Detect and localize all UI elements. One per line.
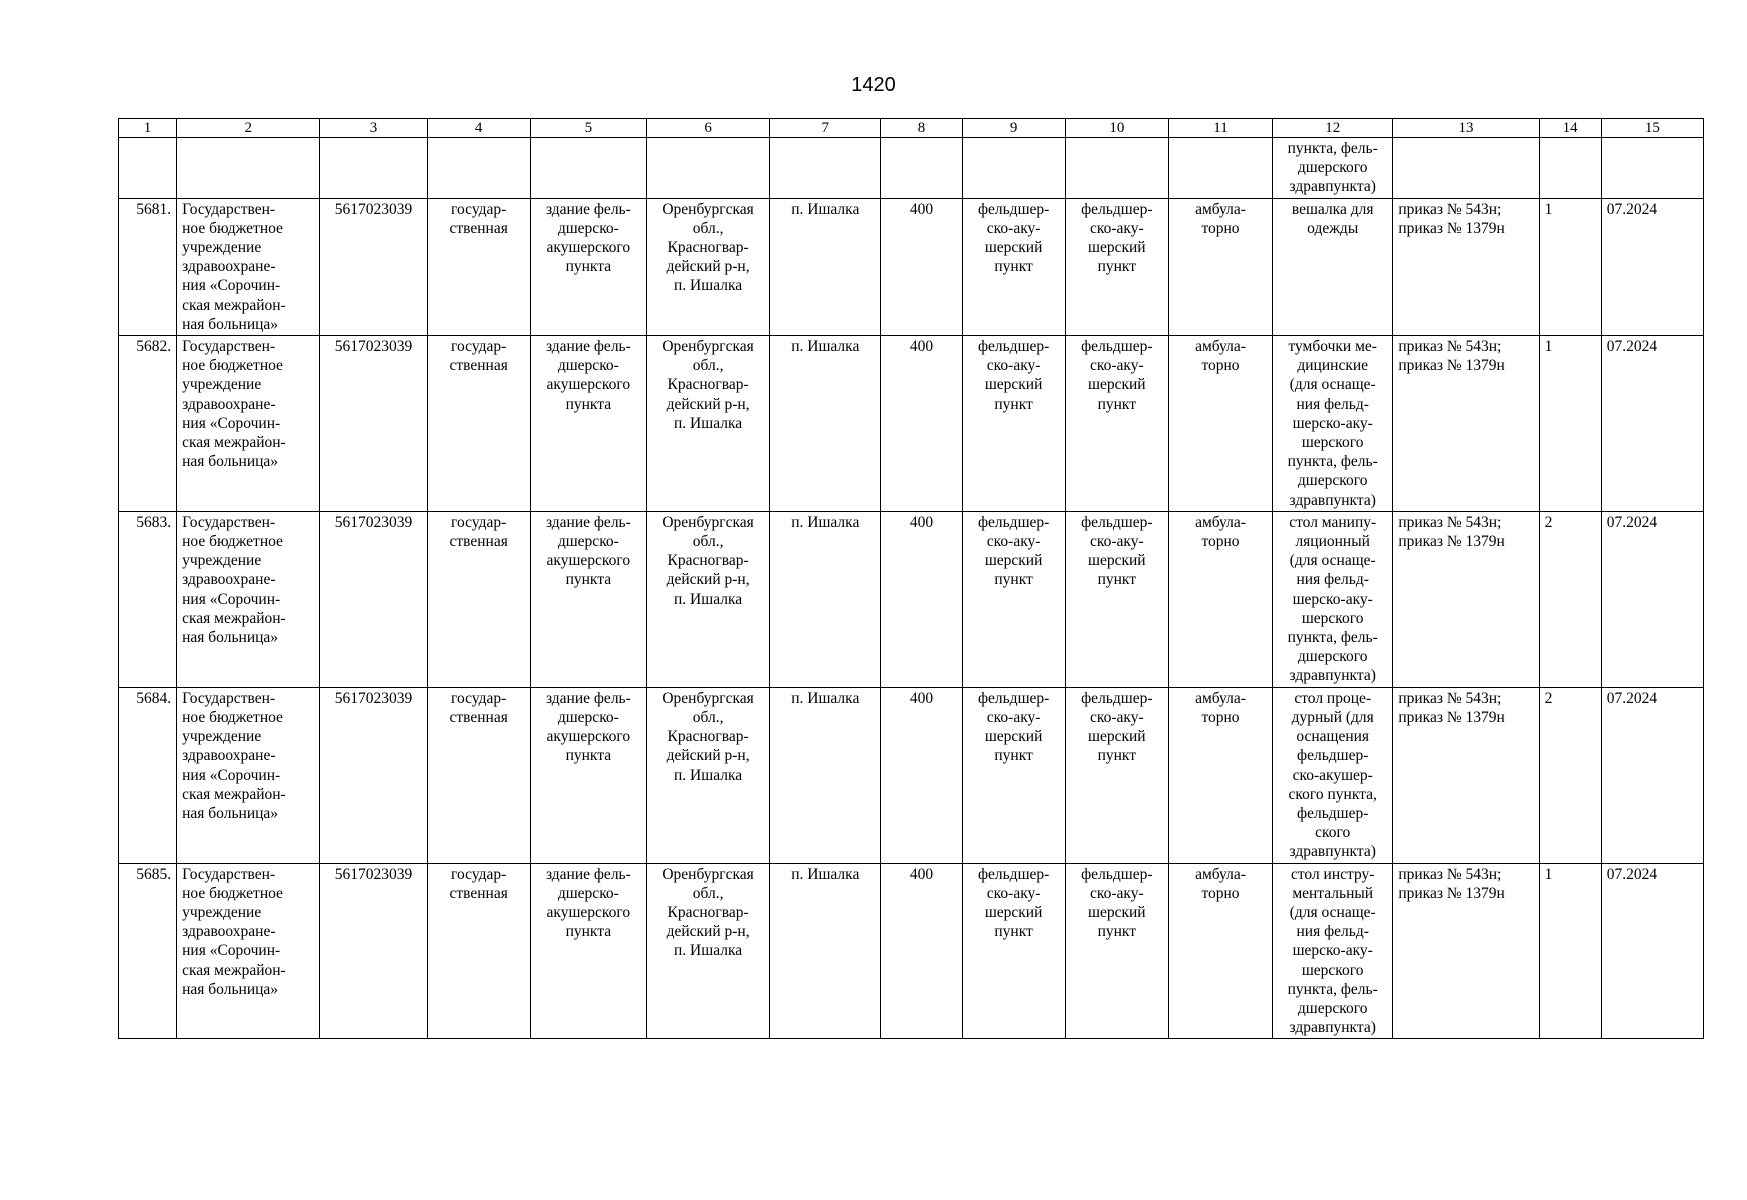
facility-type-cell: фельдшер- ско-аку- шерский пункт: [962, 687, 1065, 863]
inn-cell: 5617023039: [320, 511, 427, 687]
inn-cell: 5617023039: [320, 198, 427, 335]
row-number: 5684.: [119, 687, 177, 863]
date-cell: 07.2024: [1601, 511, 1703, 687]
population-cell: 400: [881, 687, 962, 863]
quantity-cell: 1: [1539, 198, 1601, 335]
date-cell: 07.2024: [1601, 687, 1703, 863]
inn-cell: 5617023039: [320, 336, 427, 512]
table-cell: [177, 138, 320, 199]
building-cell: здание фель- дшерско- акушерского пункта: [530, 687, 646, 863]
facility-subtype-cell: фельдшер- ско-аку- шерский пункт: [1065, 336, 1168, 512]
column-header: 9: [962, 119, 1065, 138]
table-row: [119, 863, 1704, 1039]
care-mode-cell: амбула- торно: [1168, 863, 1272, 1039]
table-cell: [1393, 138, 1539, 199]
column-header: 15: [1601, 119, 1703, 138]
equipment-cell: стол манипу- ляционный (для оснаще- ния фельд- шерско-аку- шерского пункта, фель- дшерского здравпункта): [1273, 511, 1393, 687]
quantity-cell: 1: [1539, 863, 1601, 1039]
population-cell: 400: [881, 511, 962, 687]
order-cell: приказ № 543н; приказ № 1379н: [1393, 511, 1539, 687]
organization-cell: Государствен- ное бюджетное учреждение здравоохране- ния «Сорочин- ская межрайон- ная больница»: [177, 198, 320, 335]
facility-type-cell: фельдшер- ско-аку- шерский пункт: [962, 336, 1065, 512]
column-header: 4: [427, 119, 530, 138]
column-header: 1: [119, 119, 177, 138]
row-number: 5682.: [119, 336, 177, 512]
date-cell: 07.2024: [1601, 336, 1703, 512]
locality-cell: п. Ишалка: [770, 863, 881, 1039]
table-row: [119, 511, 1704, 687]
row-number: 5685.: [119, 863, 177, 1039]
building-cell: здание фель- дшерско- акушерского пункта: [530, 511, 646, 687]
population-cell: 400: [881, 336, 962, 512]
table-row: [119, 198, 1704, 335]
equipment-cell: стол проце- дурный (для оснащения фельдшер- ско-акушер- ского пункта, фельдшер- ского здравпункта): [1273, 687, 1393, 863]
row-number: 5683.: [119, 511, 177, 687]
table-cell: [1539, 138, 1601, 199]
table-row: [119, 336, 1704, 512]
quantity-cell: 2: [1539, 511, 1601, 687]
building-cell: здание фель- дшерско- акушерского пункта: [530, 863, 646, 1039]
date-cell: 07.2024: [1601, 863, 1703, 1039]
organization-cell: Государствен- ное бюджетное учреждение здравоохране- ния «Сорочин- ская межрайон- ная больница»: [177, 863, 320, 1039]
address-cell: Оренбургская обл., Красногвар- дейский р-н, п. Ишалка: [646, 863, 769, 1039]
care-mode-cell: амбула- торно: [1168, 511, 1272, 687]
table-row: [119, 687, 1704, 863]
locality-cell: п. Ишалка: [770, 198, 881, 335]
table-cell: [530, 138, 646, 199]
organization-cell: Государствен- ное бюджетное учреждение здравоохране- ния «Сорочин- ская межрайон- ная больница»: [177, 511, 320, 687]
order-cell: приказ № 543н; приказ № 1379н: [1393, 863, 1539, 1039]
facility-type-cell: фельдшер- ско-аку- шерский пункт: [962, 511, 1065, 687]
column-header: 12: [1273, 119, 1393, 138]
equipment-cell: вешалка для одежды: [1273, 198, 1393, 335]
care-mode-cell: амбула- торно: [1168, 198, 1272, 335]
column-header: 10: [1065, 119, 1168, 138]
table-cell: [320, 138, 427, 199]
continuation-row: [119, 138, 1704, 199]
address-cell: Оренбургская обл., Красногвар- дейский р-н, п. Ишалка: [646, 687, 769, 863]
column-header: 2: [177, 119, 320, 138]
facility-type-cell: фельдшер- ско-аку- шерский пункт: [962, 198, 1065, 335]
column-header: 14: [1539, 119, 1601, 138]
locality-cell: п. Ишалка: [770, 687, 881, 863]
inn-cell: 5617023039: [320, 687, 427, 863]
organization-cell: Государствен- ное бюджетное учреждение здравоохране- ния «Сорочин- ская межрайон- ная больница»: [177, 687, 320, 863]
ownership-cell: государ- ственная: [427, 863, 530, 1039]
equipment-cell: стол инстру- ментальный (для оснаще- ния фельд- шерско-аку- шерского пункта, фель- дшерского здравпункта): [1273, 863, 1393, 1039]
equipment-cell: пункта, фель- дшерского здравпункта): [1273, 138, 1393, 199]
address-cell: Оренбургская обл., Красногвар- дейский р-н, п. Ишалка: [646, 511, 769, 687]
registry-table: [118, 118, 1704, 1039]
facility-type-cell: фельдшер- ско-аку- шерский пункт: [962, 863, 1065, 1039]
table-cell: [427, 138, 530, 199]
building-cell: здание фель- дшерско- акушерского пункта: [530, 336, 646, 512]
page-number: 1420: [851, 74, 896, 96]
facility-subtype-cell: фельдшер- ско-аку- шерский пункт: [1065, 198, 1168, 335]
locality-cell: п. Ишалка: [770, 336, 881, 512]
quantity-cell: 2: [1539, 687, 1601, 863]
locality-cell: п. Ишалка: [770, 511, 881, 687]
table-cell: [1601, 138, 1703, 199]
column-header: 11: [1168, 119, 1272, 138]
order-cell: приказ № 543н; приказ № 1379н: [1393, 198, 1539, 335]
table-cell: [1168, 138, 1272, 199]
table-cell: [646, 138, 769, 199]
ownership-cell: государ- ственная: [427, 336, 530, 512]
column-header: 5: [530, 119, 646, 138]
care-mode-cell: амбула- торно: [1168, 687, 1272, 863]
order-cell: приказ № 543н; приказ № 1379н: [1393, 336, 1539, 512]
care-mode-cell: амбула- торно: [1168, 336, 1272, 512]
table-cell: [119, 138, 177, 199]
address-cell: Оренбургская обл., Красногвар- дейский р-н, п. Ишалка: [646, 336, 769, 512]
building-cell: здание фель- дшерско- акушерского пункта: [530, 198, 646, 335]
column-header: 3: [320, 119, 427, 138]
order-cell: приказ № 543н; приказ № 1379н: [1393, 687, 1539, 863]
row-number: 5681.: [119, 198, 177, 335]
ownership-cell: государ- ственная: [427, 511, 530, 687]
ownership-cell: государ- ственная: [427, 687, 530, 863]
column-header: 6: [646, 119, 769, 138]
equipment-cell: тумбочки ме- дицинские (для оснаще- ния фельд- шерско-аку- шерского пункта, фель- дшерского здравпункта): [1273, 336, 1393, 512]
ownership-cell: государ- ственная: [427, 198, 530, 335]
facility-subtype-cell: фельдшер- ско-аку- шерский пункт: [1065, 863, 1168, 1039]
organization-cell: Государствен- ное бюджетное учреждение здравоохране- ния «Сорочин- ская межрайон- ная больница»: [177, 336, 320, 512]
population-cell: 400: [881, 863, 962, 1039]
table-cell: [1065, 138, 1168, 199]
column-header: 7: [770, 119, 881, 138]
quantity-cell: 1: [1539, 336, 1601, 512]
header-row: [119, 119, 1704, 138]
inn-cell: 5617023039: [320, 863, 427, 1039]
facility-subtype-cell: фельдшер- ско-аку- шерский пункт: [1065, 511, 1168, 687]
date-cell: 07.2024: [1601, 198, 1703, 335]
column-header: 13: [1393, 119, 1539, 138]
facility-subtype-cell: фельдшер- ско-аку- шерский пункт: [1065, 687, 1168, 863]
address-cell: Оренбургская обл., Красногвар- дейский р-н, п. Ишалка: [646, 198, 769, 335]
population-cell: 400: [881, 198, 962, 335]
table-cell: [881, 138, 962, 199]
table-cell: [770, 138, 881, 199]
column-header: 8: [881, 119, 962, 138]
table-cell: [962, 138, 1065, 199]
